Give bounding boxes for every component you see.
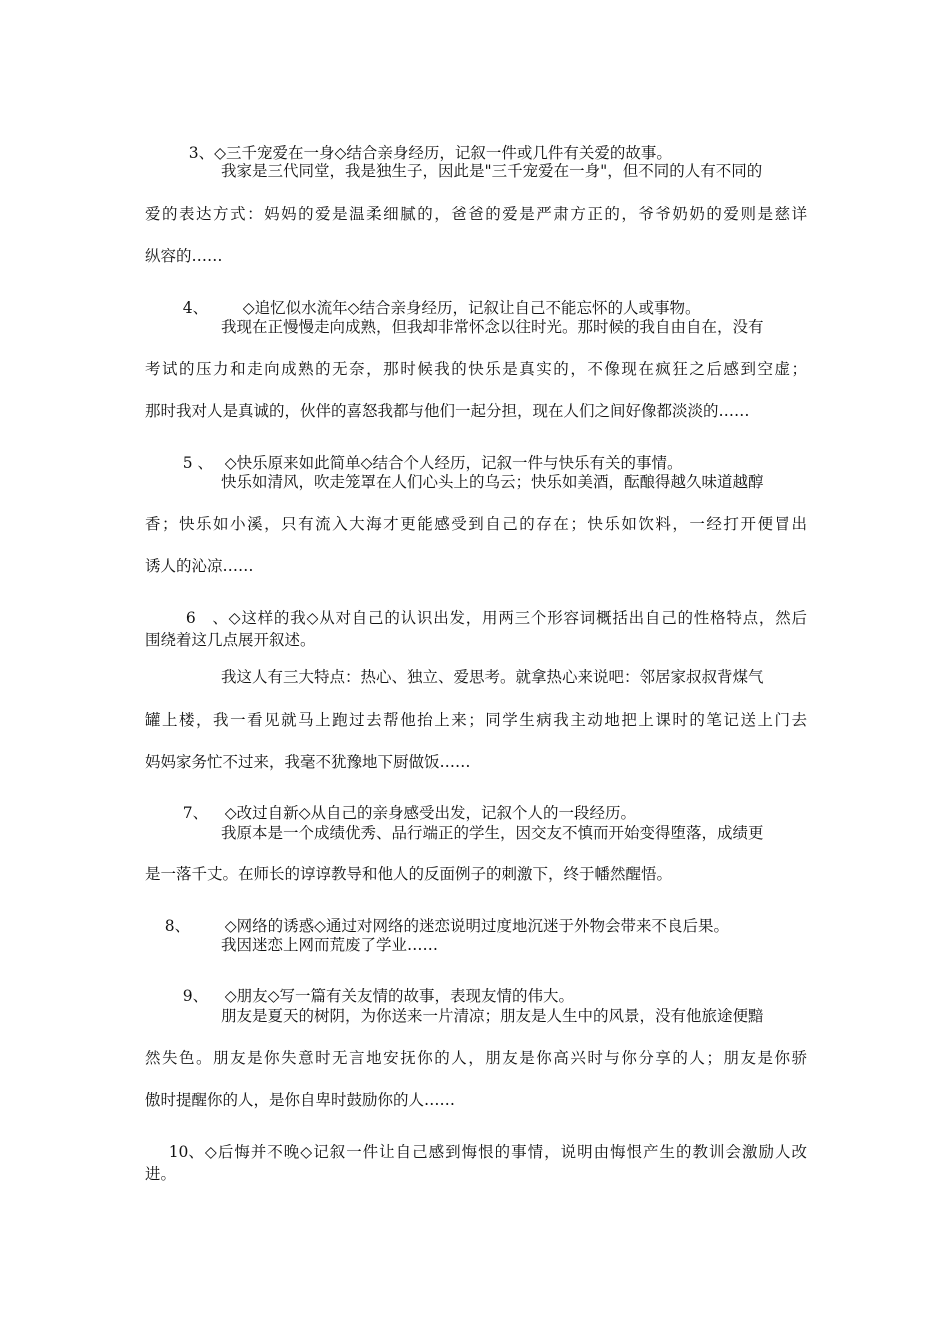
item-number: 6、: [185, 608, 228, 627]
sample-line: 然失色。朋友是你失意时无言地安抚你的人，朋友是你高兴时与你分享的人；朋友是你骄: [145, 1049, 807, 1067]
sample-line: 我因迷恋上网而荒废了学业……: [221, 936, 439, 954]
sample-line: 是一落千丈。在师长的谆谆教导和他人的反面例子的刺激下，终于幡然醒悟。: [145, 865, 673, 883]
sample-line: 罐上楼，我一看见就马上跑过去帮他抬上来；同学生病我主动地把上课时的笔记送上门去: [145, 711, 807, 729]
sample-line: 爱的表达方式：妈妈的爱是温柔细腻的，爸爸的爱是严肃方正的，爷爷奶奶的爱则是慈详: [145, 205, 807, 223]
item-title-continuation: 围绕着这几点展开叙述。: [145, 631, 316, 649]
item-title: ◇这样的我◇从对自己的认识出发，用两三个形容词概括出自己的性格特点，然后: [227, 608, 807, 627]
sample-line: 诱人的沁凉……: [145, 557, 254, 575]
item-title: ◇后悔并不晚◇记叙一件让自己感到悔恨的事情，说明由悔恨产生的教训会激励人改: [203, 1142, 807, 1161]
sample-line: 傲时提醒你的人，是你自卑时鼓励你的人……: [145, 1091, 456, 1109]
sample-line: 纵容的……: [145, 247, 223, 265]
sample-line: 我现在正慢慢走向成熟，但我却非常怀念以往时光。那时候的我自由自在，没有: [221, 318, 764, 336]
item-title: ◇改过自新◇从自己的亲身感受出发，记叙个人的一段经历。: [224, 803, 637, 822]
sample-line: 那时我对人是真诚的，伙伴的喜怒我都与他们一起分担，现在人们之间好像都淡淡的……: [145, 402, 750, 420]
sample-line: 快乐如清风，吹走笼罩在人们心头上的乌云；快乐如美酒，酝酿得越久味道越醇: [221, 473, 764, 491]
sample-line: 考试的压力和走向成熟的无奈，那时候我的快乐是真实的，不像现在疯狂之后感到空虚；: [145, 360, 807, 378]
item-number: 5 、: [182, 453, 214, 472]
item-title: ◇网络的诱惑◇通过对网络的迷恋说明过度地沉迷于外物会带来不良后果。: [224, 916, 730, 935]
item-title: ◇三千宠爱在一身◇结合亲身经历，记叙一件或几件有关爱的故事。: [214, 143, 672, 162]
item-title: ◇快乐原来如此简单◇结合个人经历，记叙一件与快乐有关的事情。: [224, 453, 683, 472]
sample-line: 我这人有三大特点：热心、独立、爱思考。就拿热心来说吧：邻居家叔叔背煤气: [221, 668, 764, 686]
sample-line: 妈妈家务忙不过来，我毫不犹豫地下厨做饭……: [145, 753, 471, 771]
item-number: 4、: [182, 298, 209, 317]
sample-line: 我原本是一个成绩优秀、品行端正的学生，因交友不慎而开始变得堕落，成绩更: [221, 824, 764, 842]
item-number: 10、: [168, 1142, 204, 1161]
item-number: 9、: [182, 986, 209, 1005]
item-10-heading: [145, 1129, 807, 1176]
item-number: 3、: [188, 143, 215, 162]
item-number: 7、: [182, 803, 209, 822]
item-title-continuation: 进。: [145, 1165, 177, 1183]
sample-line: 香；快乐如小溪，只有流入大海才更能感受到自己的存在；快乐如饮料，一经打开便冒出: [145, 515, 807, 533]
item-title: ◇追忆似水流年◇结合亲身经历，记叙让自己不能忘怀的人或事物。: [242, 298, 701, 317]
sample-line: 朋友是夏天的树阴，为你送来一片清凉；朋友是人生中的风景，没有他旅途便黯: [221, 1007, 764, 1025]
sample-line: 我家是三代同堂，我是独生子，因此是"三千宠爱在一身"，但不同的人有不同的: [221, 162, 763, 180]
item-title: ◇朋友◇写一篇有关友情的故事，表现友情的伟大。: [224, 986, 575, 1005]
item-number: 8、: [164, 916, 191, 935]
